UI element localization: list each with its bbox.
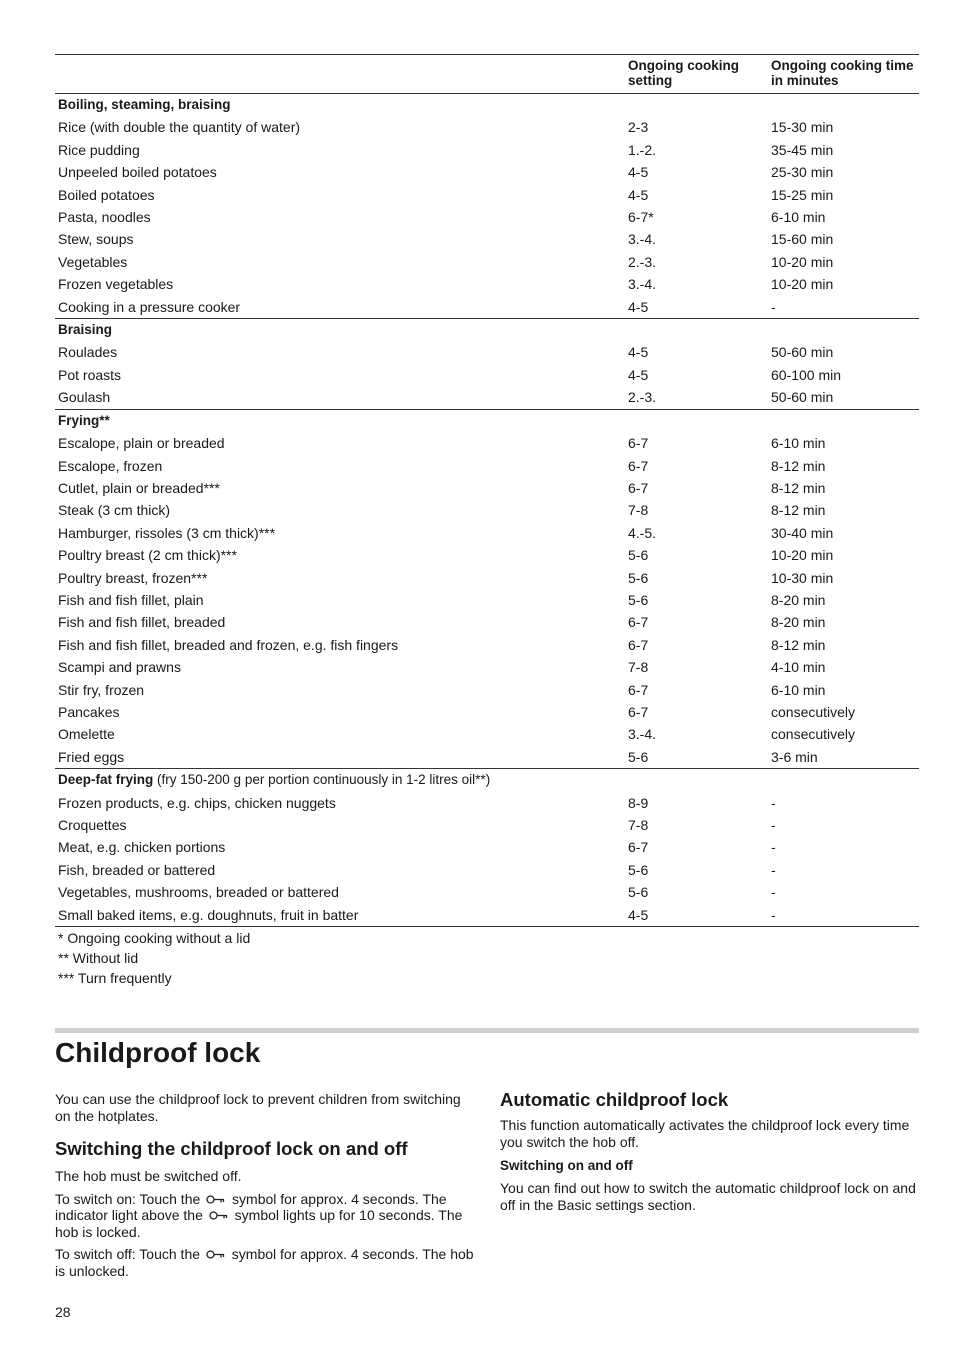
food-cell: Escalope, frozen: [58, 457, 163, 474]
setting-cell: 5-6: [628, 861, 649, 878]
food-cell: Escalope, plain or breaded: [58, 435, 225, 452]
setting-cell: 4-5: [625, 904, 768, 927]
food-cell: Steak (3 cm thick): [58, 502, 171, 519]
section-header-row: [55, 409, 919, 432]
food-cell: Roulades: [58, 344, 118, 361]
setting-cell: 6-7: [628, 435, 649, 452]
food-cell: Unpeeled boiled potatoes: [58, 164, 217, 181]
time-cell: -: [768, 904, 919, 927]
section-header-row: [55, 769, 919, 792]
setting-cell: 2.-3.: [628, 253, 657, 270]
page-number: 28: [55, 1304, 71, 1320]
table-row: [55, 455, 919, 477]
table-row: [55, 589, 919, 611]
time-cell: 10-20 min: [771, 547, 834, 564]
food-cell: Croquettes: [58, 817, 127, 833]
time-cell: -: [771, 298, 776, 315]
header-setting: Ongoing cooking setting: [625, 55, 768, 94]
table-row: [55, 477, 919, 499]
section-divider: [55, 1028, 919, 1033]
intro-text: You can use the childproof lock to prevent children from switching on the hotplates.: [55, 1091, 461, 1124]
section-note: (fry 150-200 g per portion continuously in 1-2 litres oil**): [153, 772, 491, 788]
header-time: Ongoing cooking time in minutes: [768, 55, 919, 94]
food-cell: Meat, e.g. chicken portions: [58, 839, 226, 856]
time-cell: 8-12 min: [771, 636, 826, 653]
food-cell: Pancakes: [58, 703, 120, 720]
switching-heading: Switching the childproof lock on and off: [55, 1138, 408, 1159]
time-cell: consecutively: [771, 726, 856, 743]
food-cell: Stir fry, frozen: [58, 681, 145, 698]
table-row: [55, 499, 919, 521]
automatic-heading: Automatic childproof lock: [500, 1089, 729, 1110]
time-cell: 10-30 min: [771, 569, 834, 586]
section-title-text: Boiling, steaming, braising: [58, 97, 231, 112]
time-cell: 15-25 min: [771, 186, 834, 203]
table-row: [55, 544, 919, 566]
time-cell: 8-12 min: [771, 479, 826, 496]
switching-p2: [55, 1191, 475, 1241]
setting-cell: 4-5: [628, 298, 649, 315]
table-row: [55, 206, 919, 228]
setting-cell: 6-7: [628, 457, 649, 474]
section-title: [55, 409, 919, 432]
table-row: [55, 792, 919, 814]
key-icon: [206, 1249, 226, 1260]
time-cell: 6-10 min: [771, 681, 826, 698]
section-header-row: [55, 319, 919, 342]
food-cell: Vegetables: [58, 253, 128, 270]
table-row: [55, 116, 919, 138]
food-cell: Pasta, noodles: [58, 209, 151, 226]
table-row: [55, 611, 919, 633]
setting-cell: 6-7: [628, 839, 649, 856]
time-cell: 3-6 min: [771, 748, 818, 765]
table-row: [55, 634, 919, 656]
automatic-subheading: Switching on and off: [500, 1158, 633, 1173]
setting-cell: 3.-4.: [628, 276, 657, 293]
page-content: [55, 54, 919, 988]
header-food: [55, 55, 625, 94]
table-row: [55, 251, 919, 273]
time-cell: 15-30 min: [771, 119, 834, 136]
time-cell: 4-10 min: [771, 659, 826, 676]
table-row: [55, 723, 919, 745]
section-title-text: Braising: [58, 322, 113, 338]
setting-cell: 6-7: [628, 479, 649, 496]
setting-cell: 4-5: [628, 344, 649, 361]
time-cell: 15-60 min: [771, 231, 834, 248]
section-title: [55, 319, 919, 342]
time-cell: -: [771, 794, 776, 811]
section-title-text: Frying**: [58, 412, 110, 428]
setting-cell: 7-8: [628, 502, 649, 519]
setting-cell: 5-6: [628, 591, 649, 608]
setting-cell: 6-7: [628, 703, 649, 720]
time-cell: 6-10 min: [771, 435, 826, 452]
table-row: [55, 746, 919, 769]
text-segment: To switch off: Touch the: [55, 1246, 204, 1262]
setting-cell: 4-5: [628, 366, 649, 383]
time-cell: 50-60 min: [771, 344, 834, 361]
table-row: [55, 161, 919, 183]
setting-cell: 4.-5.: [628, 524, 657, 541]
food-cell: Hamburger, rissoles (3 cm thick)***: [58, 524, 276, 541]
food-cell: Rice (with double the quantity of water): [58, 119, 301, 136]
switching-p1: The hob must be switched off.: [55, 1168, 242, 1184]
table-row: [55, 184, 919, 206]
food-cell: Omelette: [58, 726, 115, 743]
setting-cell: 8-9: [628, 794, 649, 811]
setting-cell: 7-8: [628, 817, 649, 833]
food-cell: Poultry breast, frozen***: [58, 569, 208, 586]
food-cell: Fish and fish fillet, plain: [58, 591, 204, 608]
time-cell: -: [771, 884, 776, 901]
time-cell: 30-40 min: [771, 524, 834, 541]
left-column: [55, 1091, 475, 1285]
time-cell: 60-100 min: [771, 366, 842, 383]
food-cell: Small baked items, e.g. doughnuts, fruit in batter: [55, 904, 625, 927]
table-row: [55, 341, 919, 363]
time-cell: 50-60 min: [771, 389, 834, 406]
table-row: [55, 814, 919, 836]
text-segment: symbol for approx. 4 seconds. The hob is unlocked.: [55, 1246, 474, 1279]
food-cell: Scampi and prawns: [58, 659, 181, 676]
table-row: [55, 679, 919, 701]
setting-cell: 5-6: [628, 569, 649, 586]
table-body: [55, 94, 919, 927]
setting-cell: 6-7: [628, 636, 649, 653]
table-row: [55, 522, 919, 544]
time-cell: 8-20 min: [771, 614, 826, 631]
time-cell: 25-30 min: [771, 164, 834, 181]
time-cell: 8-12 min: [771, 457, 826, 474]
table-row: [55, 904, 919, 927]
footnote: * Ongoing cooking without a lid: [58, 930, 251, 947]
footnotes: [55, 929, 919, 988]
text-segment: To switch on: Touch the: [55, 1190, 205, 1207]
table-row: [55, 139, 919, 161]
setting-cell: 1.-2.: [628, 141, 657, 158]
setting-cell: 6-7*: [628, 209, 654, 226]
setting-cell: 6-7: [628, 614, 649, 631]
key-icon: [209, 1210, 229, 1221]
food-cell: Fried eggs: [58, 748, 125, 765]
food-cell: Cutlet, plain or breaded***: [58, 479, 220, 496]
food-cell: Stew, soups: [58, 231, 134, 248]
food-cell: Fish and fish fillet, breaded: [58, 614, 226, 631]
table-row: [55, 836, 919, 858]
food-cell: Fish and fish fillet, breaded and frozen, e.g. fish fingers: [58, 636, 399, 653]
setting-cell: 4-5: [628, 186, 649, 203]
setting-cell: 5-6: [628, 748, 649, 765]
food-cell: Boiled potatoes: [58, 186, 155, 203]
table-row: [55, 296, 919, 319]
food-cell: Rice pudding: [58, 141, 140, 158]
switching-p3: [55, 1246, 475, 1279]
food-cell: Vegetables, mushrooms, breaded or battered: [58, 884, 339, 901]
setting-cell: 5-6: [628, 884, 649, 901]
time-cell: -: [771, 839, 776, 856]
time-cell: 10-20 min: [771, 276, 834, 293]
table-row: [55, 273, 919, 295]
table-row: [55, 656, 919, 678]
table-row: [55, 859, 919, 881]
footnote: ** Without lid: [58, 949, 139, 966]
time-cell: 8-12 min: [771, 502, 826, 519]
table-row: [55, 364, 919, 386]
setting-cell: 2-3: [628, 119, 649, 136]
time-cell: 35-45 min: [771, 141, 834, 158]
setting-cell: 3.-4.: [628, 726, 657, 743]
footnote: *** Turn frequently: [58, 969, 172, 986]
page-title: Childproof lock: [55, 1037, 261, 1068]
automatic-p1: This function automatically activates the childproof lock every time you switch the hob off.: [500, 1117, 910, 1150]
key-icon: [206, 1194, 226, 1205]
setting-cell: 4-5: [628, 164, 649, 181]
setting-cell: 3.-4.: [628, 231, 657, 248]
table-row: [55, 432, 919, 454]
text-segment: symbol for approx. 4 seconds. The indicator light above the: [55, 1190, 447, 1223]
automatic-p2: You can find out how to switch the automatic childproof lock on and off in the Basic settings section.: [500, 1180, 916, 1213]
food-cell: Frozen products, e.g. chips, chicken nuggets: [58, 794, 336, 811]
table-row: [55, 228, 919, 250]
section-header-row: [55, 94, 919, 117]
cooking-table: [55, 54, 919, 927]
setting-cell: 6-7: [628, 681, 649, 698]
section-title: [55, 769, 919, 792]
time-cell: -: [771, 817, 776, 833]
time-cell: -: [771, 861, 776, 878]
food-cell: Frozen vegetables: [58, 276, 174, 293]
setting-cell: 7-8: [628, 659, 649, 676]
setting-cell: 2.-3.: [628, 389, 657, 406]
text-segment: symbol lights up for 10 seconds. The hob is locked.: [55, 1207, 463, 1240]
food-cell: Poultry breast (2 cm thick)***: [58, 547, 237, 564]
section-title-text: Deep-fat frying: [58, 772, 154, 788]
table-row: [55, 881, 919, 903]
food-cell: Goulash: [58, 389, 111, 406]
setting-cell: 5-6: [628, 547, 649, 564]
time-cell: 10-20 min: [771, 253, 834, 270]
time-cell: 8-20 min: [771, 591, 826, 608]
time-cell: consecutively: [771, 703, 856, 720]
food-cell: Fish, breaded or battered: [58, 861, 216, 878]
table-row: [55, 701, 919, 723]
section-title: [55, 94, 919, 117]
right-column: [500, 1089, 920, 1219]
table-row: [55, 386, 919, 409]
time-cell: 6-10 min: [771, 209, 826, 226]
food-cell: Pot roasts: [58, 366, 122, 383]
table-row: [55, 567, 919, 589]
food-cell: Cooking in a pressure cooker: [58, 298, 241, 315]
table-header-row: [55, 55, 919, 94]
